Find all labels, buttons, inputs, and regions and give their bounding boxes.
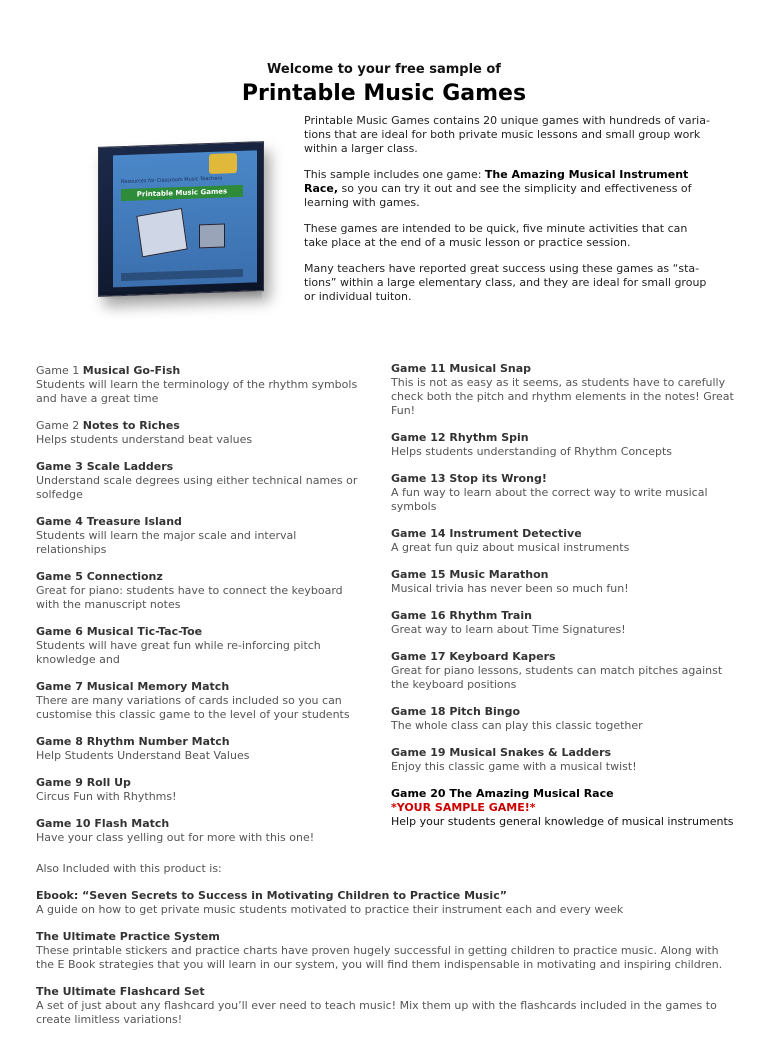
intro-paragraph-3: These games are intended to be quick, five minute activities that can take place at the end of a music lesson or practice session.	[304, 222, 688, 249]
game-item	[36, 570, 366, 612]
game-number: Game 16	[391, 609, 450, 622]
game-item	[36, 735, 366, 763]
product-box-image	[92, 138, 268, 298]
extras-list	[36, 889, 736, 1040]
game-number: Game 18	[391, 705, 450, 718]
game-name: Musical Snap	[449, 362, 532, 375]
cover-footer	[121, 269, 243, 281]
game-number: Game 12	[391, 431, 450, 444]
game-item	[36, 419, 366, 447]
game-name: Instrument Detective	[449, 527, 582, 540]
game-description: Help your students general knowledge of musical instruments	[391, 815, 734, 828]
games-list-left	[36, 364, 366, 858]
cards-image-small	[199, 223, 225, 248]
game-item	[391, 362, 736, 418]
cd-case	[98, 141, 264, 297]
game-item	[391, 705, 736, 733]
game-item	[391, 609, 736, 637]
game-name: Flash Match	[94, 817, 170, 830]
game-number: Game 13	[391, 472, 450, 485]
game-description: Circus Fun with Rhythms!	[36, 790, 177, 803]
game-name: Rhythm Spin	[449, 431, 529, 444]
intro-paragraph-4: Many teachers have reported great success using these games as “sta-tions” within a large elementary class, and they are ideal for small group or individual tuiton.	[304, 262, 707, 303]
game-name: Treasure Island	[86, 515, 182, 528]
extra-title: The Ultimate Flashcard Set	[36, 985, 205, 998]
game-name: Musical Tic-Tac-Toe	[86, 625, 203, 638]
game-name: Keyboard Kapers	[449, 650, 556, 663]
game-number: Game 17	[391, 650, 450, 663]
game-description: Students will have great fun while re-inforcing pitch knowledge and	[36, 639, 321, 666]
game-number: Game 7	[36, 680, 87, 693]
game-name: Scale Ladders	[86, 460, 174, 473]
game-item	[391, 472, 736, 514]
game-description: There are many variations of cards included so you can customise this classic game to the level of your students	[36, 694, 350, 721]
cover-small-text: Resources for Classroom Music Teachers	[121, 175, 223, 186]
game-name: Notes to Riches	[82, 419, 180, 432]
game-description: Musical trivia has never been so much fun!	[391, 582, 629, 595]
game-item	[391, 431, 736, 459]
game-number: Game 1	[36, 364, 83, 377]
game-description: Students will learn the major scale and interval relationships	[36, 529, 297, 556]
game-number: Game 15	[391, 568, 450, 581]
intro-p2-pre: This sample includes one game:	[304, 168, 485, 181]
game-name: Music Marathon	[449, 568, 549, 581]
extra-description: A guide on how to get private music students motivated to practice their instrument each and every week	[36, 903, 624, 916]
game-item	[391, 568, 736, 596]
game-description: The whole class can play this classic together	[391, 719, 643, 732]
game-name: Rhythm Train	[449, 609, 532, 622]
game-name: Rhythm Number Match	[86, 735, 230, 748]
game-item	[391, 527, 736, 555]
extra-title: Ebook: “Seven Secrets to Success in Motivating Children to Practice Music”	[36, 889, 507, 902]
game-number: Game 11	[391, 362, 450, 375]
game-name: Connectionz	[86, 570, 163, 583]
game-description: Students will learn the terminology of the rhythm symbols and have a great time	[36, 378, 358, 405]
game-description: Helps students understand beat values	[36, 433, 253, 446]
intro-p2-post: so you can try it out and see the simplicity and effectiveness of learning with games.	[304, 182, 692, 209]
intro-paragraph-1: Printable Music Games contains 20 unique games with hundreds of varia-tions that are ideal for both private music lessons and small group work within a larger class.	[304, 114, 710, 155]
game-number: Game 8	[36, 735, 87, 748]
sample-game-tag: *YOUR SAMPLE GAME!*	[391, 801, 536, 814]
game-item	[36, 364, 366, 406]
cd-cover	[113, 150, 257, 287]
cover-band-label: Printable Music Games	[121, 185, 243, 201]
game-name: Pitch Bingo	[449, 705, 521, 718]
game-number: Game 2	[36, 419, 83, 432]
game-description: A fun way to learn about the correct way to write musical symbols	[391, 486, 708, 513]
game-name: Stop its Wrong!	[449, 472, 547, 485]
game-description: Helps students understanding of Rhythm Concepts	[391, 445, 672, 458]
game-number: Game 20	[391, 787, 450, 800]
game-item	[36, 460, 366, 502]
game-number: Game 9	[36, 776, 87, 789]
game-item	[36, 515, 366, 557]
game-number: Game 10	[36, 817, 95, 830]
page-title: Printable Music Games	[241, 81, 527, 106]
game-number: Game 14	[391, 527, 450, 540]
intro-text	[304, 114, 714, 316]
game-description: Enjoy this classic game with a musical twist!	[391, 760, 637, 773]
extra-item	[36, 985, 736, 1027]
game-description: Great for piano: students have to connect the keyboard with the manuscript notes	[36, 584, 343, 611]
game-description: Help Students Understand Beat Values	[36, 749, 250, 762]
page-subtitle: Welcome to your free sample of	[267, 62, 501, 77]
extra-description: These printable stickers and practice charts have proven hugely successful in getting children to practice music. Along with the E Book strategies that you will learn in our system, you will find them indispensable in motivating and inspiring children.	[36, 944, 723, 971]
game-item	[36, 625, 366, 667]
game-description: Great way to learn about Time Signatures!	[391, 623, 626, 636]
game-description: A great fun quiz about musical instruments	[391, 541, 630, 554]
game-item	[391, 650, 736, 692]
game-number: Game 6	[36, 625, 87, 638]
game-number: Game 5	[36, 570, 87, 583]
game-item	[391, 746, 736, 774]
game-description: This is not as easy as it seems, as students have to carefully check both the pitch and rhythm elements in the notes! Great Fun!	[391, 376, 734, 417]
game-name: Roll Up	[86, 776, 131, 789]
game-number: Game 4	[36, 515, 87, 528]
extra-description: A set of just about any flashcard you’ll ever need to teach music! Mix them up with the flashcards included in the games to create limitless variations!	[36, 999, 717, 1026]
extra-item	[36, 930, 736, 972]
game-name: Musical Snakes & Ladders	[449, 746, 612, 759]
logo-icon	[209, 153, 237, 174]
game-name: The Amazing Musical Race	[449, 787, 614, 800]
box-shadow	[100, 292, 262, 300]
game-description: Great for piano lessons, students can match pitches against the keyboard positions	[391, 664, 723, 691]
games-list-right	[391, 362, 736, 842]
extra-title: The Ultimate Practice System	[36, 930, 220, 943]
extra-item	[36, 889, 736, 917]
also-included-heading: Also Included with this product is:	[36, 862, 222, 875]
intro-paragraph-2	[304, 168, 714, 210]
cards-image	[136, 208, 187, 257]
game-name: Musical Go-Fish	[82, 364, 181, 377]
game-name: Musical Memory Match	[86, 680, 230, 693]
game-item	[36, 817, 366, 845]
sample-game-name: The Amazing Musical Instrument Race,	[304, 168, 689, 195]
game-item	[36, 776, 366, 804]
game-number: Game 3	[36, 460, 87, 473]
sample-game-item	[391, 787, 736, 829]
game-number: Game 19	[391, 746, 450, 759]
game-description: Have your class yelling out for more with this one!	[36, 831, 315, 844]
game-description: Understand scale degrees using either technical names or solfedge	[36, 474, 358, 501]
game-item	[36, 680, 366, 722]
